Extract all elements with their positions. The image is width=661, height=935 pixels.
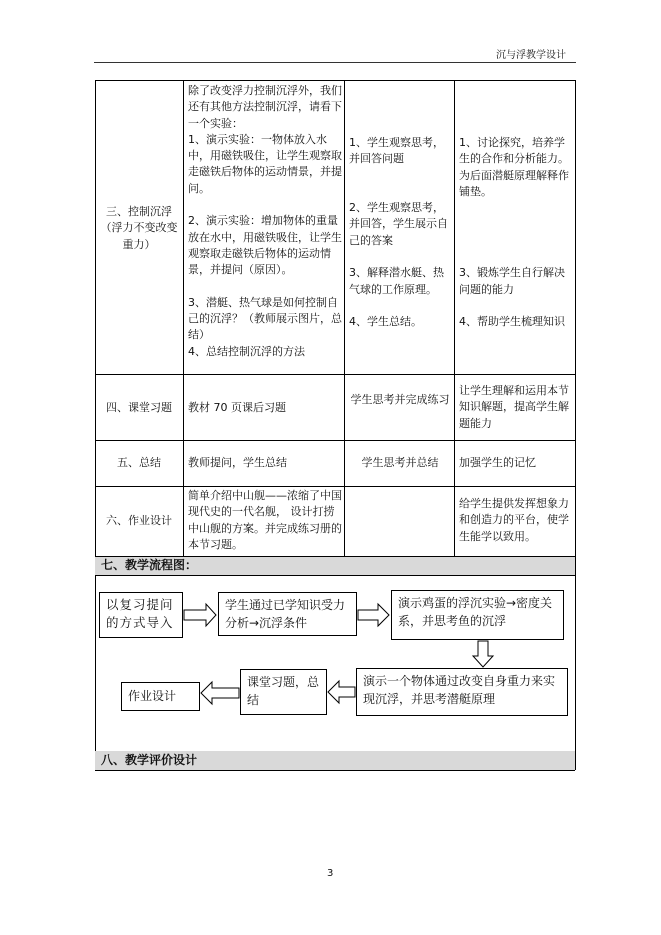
flow-box-homework: 作业设计 (121, 682, 200, 711)
flow-box-force-analysis: 学生通过已学知识受力分析→沉浮条件 (218, 592, 357, 636)
row5-student: 学生思考并总结 (361, 456, 439, 469)
arrow-down-icon (473, 641, 493, 667)
arrow-right-icon (184, 604, 216, 626)
header-title: 沉与浮教学设计 (496, 50, 566, 61)
page-number: 3 (327, 868, 334, 879)
section-flowchart-title: 七、教学流程图： (95, 556, 575, 575)
row4-student: 学生思考并完成练习 (350, 393, 450, 406)
row5-content: 教师提问，学生总结 (188, 456, 287, 469)
row4-purpose: 让学生理解和运用本节知识解题，提高学生解题能力 (459, 384, 569, 430)
row4-content: 教材 70 页课后习题 (188, 401, 286, 414)
row3-content: 除了改变浮力控制沉浮外，我们还有其他方法控制沉浮，请看下一个实验： 1、演示实验：一物体放入水中，用磁铁吸住，让学生观察取走磁铁后物体的运动情景，并提问。 2、演示实验：增加物体的重量放在水中，用磁铁吸住，让学生观察取走磁铁后物体的运动情景，并提问（原因）。 3、潜艇、热气球是如何控制自己的沉浮？（教师展示图片，总结） 4、总结控制沉浮的方法 (188, 84, 342, 358)
arrow-left-icon (201, 682, 239, 704)
flow-box-review: 以复习提问的方式导入 (99, 592, 183, 638)
flow-box-change-weight: 演示一个物体通过改变自身重力来实现沉浮，并思考潜艇原理 (356, 668, 568, 716)
arrow-left-icon (328, 681, 355, 703)
row5-purpose: 加强学生的记忆 (459, 456, 536, 469)
row6-content: 简单介绍中山舰——浓缩了中国现代史的一代名舰， 设计打捞中山舰的方案。并完成练习册的本节习题。 (188, 489, 342, 551)
row4-stage: 四、课堂习题 (106, 401, 172, 414)
flow-box-egg-experiment: 演示鸡蛋的浮沉实验→密度关系，并思考鱼的沉浮 (391, 590, 564, 640)
flow-box-exercises: 课堂习题，总结 (240, 669, 327, 715)
section-evaluation-title: 八、教学评价设计 (95, 751, 575, 770)
row3-student: 1、学生观察思考，并回答问题 2、学生观察思考，并回答，学生展示自己的答案 3、解释潜水艇、热气球的工作原理。 4、学生总结。 (349, 136, 448, 329)
row6-stage: 六、作业设计 (106, 514, 172, 527)
row3-stage: 三、控制沉浮 （浮力不变改变重力） (100, 205, 178, 251)
arrow-right-icon (358, 604, 389, 626)
row6-purpose: 给学生提供发挥想象力和创造力的平台，使学生能学以致用。 (459, 497, 569, 543)
row5-stage: 五、总结 (117, 456, 161, 469)
row3-purpose: 1、讨论探究，培养学生的合作和分析能力。为后面潜艇原理解释作铺垫。 3、锻炼学生自行解决问题的能力 4、帮助学生梳理知识 (459, 136, 569, 329)
